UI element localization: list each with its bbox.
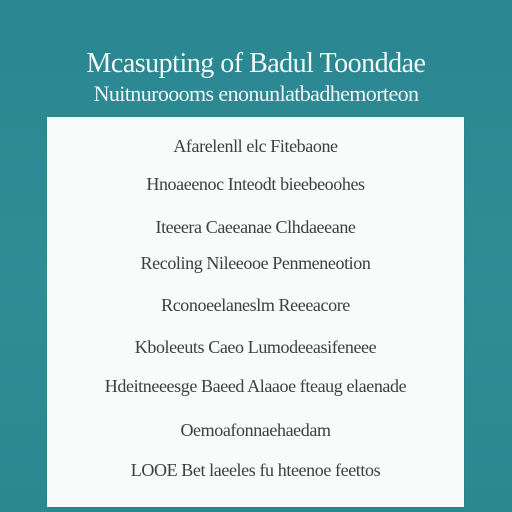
list-item: Kboleeuts Caeo Lumodeeasifeneee (134, 337, 377, 357)
content-panel (47, 117, 464, 507)
title-line-2: Nuitnuroooms enonunlatbadhemorteon (93, 81, 419, 106)
list-item: Hdeitneeesge Baeed Alaaoe fteaug elaenade (104, 376, 407, 396)
list-item: Oemoafonnaehaedam (180, 420, 331, 440)
list-item: Recoling Nileeooe Penmeneotion (140, 253, 371, 273)
title-line-1: Mcasupting of Badul Toonddae (86, 48, 426, 79)
list-item: Afarelenll elc Fitebaone (173, 136, 338, 156)
list-item: Rconoeelaneslm Reeeacore (161, 295, 350, 315)
list-item: LOOE Bet laeeles fu hteenoe feettos (130, 460, 381, 480)
list-item: Iteeera Caeeanae Clhdaeeane (155, 217, 356, 237)
header-banner (0, 0, 512, 112)
list-item: Hnoaeenoc Inteodt bieebeoohes (146, 174, 365, 194)
